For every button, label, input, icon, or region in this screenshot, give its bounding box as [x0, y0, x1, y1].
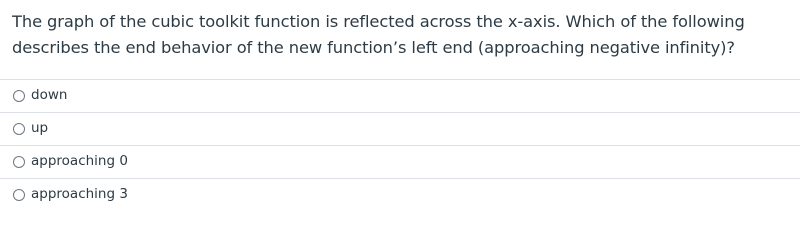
answer-list [0, 79, 800, 211]
answer-option-approaching-3[interactable] [0, 178, 800, 211]
answer-option-down[interactable] [0, 79, 800, 112]
answer-option-approaching-0[interactable] [0, 145, 800, 178]
answer-label[interactable]: approaching 3 [31, 186, 128, 202]
radio-button[interactable] [13, 90, 25, 102]
question-text: The graph of the cubic toolkit function is reflected across the x-axis. Which of the following describes the end behavior of the new function’s left end (approaching negative infinity)? [12, 12, 745, 57]
radio-button[interactable] [13, 123, 25, 135]
answer-label[interactable]: approaching 0 [31, 153, 128, 169]
answer-label[interactable]: up [31, 120, 49, 136]
answer-label[interactable]: down [31, 87, 68, 103]
answer-option-up[interactable] [0, 112, 800, 145]
radio-button[interactable] [13, 189, 25, 201]
radio-button[interactable] [13, 156, 25, 168]
